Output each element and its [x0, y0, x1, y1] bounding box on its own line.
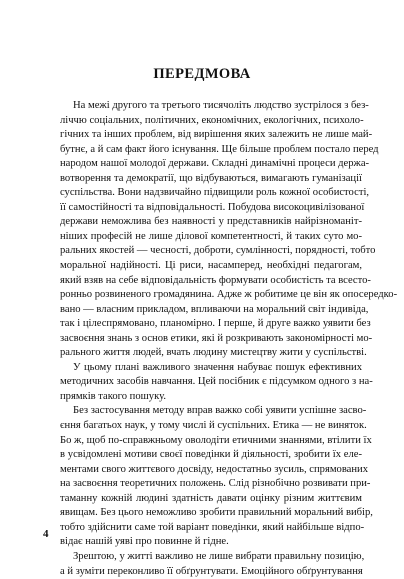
text-line: а й зуміти переконливо її обґрунтувати. Емоційного обґрунтування [60, 565, 362, 579]
text-line: так і цілеспрямовано, планомірно. І перше, й друге важко уявити без [60, 317, 362, 332]
text-line: вотворення та демократії, що відбуваються, вимагають гуманізації [60, 172, 362, 187]
text-line: ліччю соціальних, політичних, економічних, екологічних, психоло- [60, 114, 362, 129]
text-line: який взяв на себе відповідальність формувати особистість та всесто- [60, 274, 362, 289]
text-line: держави неможлива без наявності у представників найрізноманіт- [60, 215, 362, 230]
text-line: в усвідомлені мотиви своєї поведінки й діяльності, зробити їх еле- [60, 448, 362, 463]
text-line: ментами свого життєвого досвіду, недостатньо зусиль, спрямованих [60, 463, 362, 478]
text-line: відає нашій уяві про повинне й гідне. [60, 535, 362, 550]
text-line: моральної надійності. Ці риси, насамперед, необхідні педагогам, [60, 259, 362, 274]
text-line: явищам. Без цього неможливо зробити правильний моральний вибір, [60, 506, 362, 521]
text-line: єння багатьох наук, у тому числі й суспільних. Етика — не виняток. [60, 419, 362, 434]
text-line: ронньо розвиненого громадянина. Адже ж робитиме це він як опосередко- [60, 288, 362, 303]
page-title: ПЕРЕДМОВА [0, 66, 404, 83]
body-text [60, 99, 362, 579]
text-line: засвоєння знань з основ етики, які й розкривають закономірності мо- [60, 332, 362, 347]
text-line: методичних засобів навчання. Цей посібник є підсумком одного з на- [60, 375, 362, 390]
text-line: ральних якостей — чесності, доброти, сумлінності, порядності, тобто [60, 244, 362, 259]
page-number: 4 [43, 528, 49, 540]
text-line: прямків такого пошуку. [60, 390, 362, 405]
text-line: вано — власним прикладом, впливаючи на моральний світ індивіда, [60, 303, 362, 318]
text-line: На межі другого та третього тисячоліть людство зустрілося з без- [60, 99, 362, 114]
text-line: суспільства. Вони надзвичайно підвищили роль кожної особистості, [60, 186, 362, 201]
paragraph [60, 550, 362, 579]
text-line: ніших професій не лише ділової компетентності, й таких суто мо- [60, 230, 362, 245]
paragraph [60, 99, 362, 361]
text-line: на засвоєння теоретичних положень. Слід різнобічно розвивати при- [60, 477, 362, 492]
text-line: таманну кожній людині здатність давати оцінку різним життєвим [60, 492, 362, 507]
text-line: У цьому плані важливого значення набуває пошук ефективних [60, 361, 362, 376]
text-line: її самостійності та відповідальності. Побудова високоцивілізованої [60, 201, 362, 216]
text-line: бутнє, а й сам факт його існування. Ще більше проблем постало перед [60, 143, 362, 158]
text-line: тобто здійснити саме той варіант поведінки, який найбільше відпо- [60, 521, 362, 536]
text-line: Без застосування методу вправ важко собі уявити успішне засво- [60, 404, 362, 419]
text-line: народом нашої молодої держави. Складні динамічні процеси держа- [60, 157, 362, 172]
paragraph [60, 361, 362, 405]
paragraph [60, 404, 362, 549]
text-line: Зрештою, у житті важливо не лише вибрати правильну позицію, [60, 550, 362, 565]
text-line: рального життя людей, вчать людину мистецтву жити у суспільстві. [60, 346, 362, 361]
text-line: Бо ж, щоб по-справжньому оволодіти етичними знаннями, втілити їх [60, 434, 362, 449]
text-line: гічних та інших проблем, від вирішення яких залежить не лише май- [60, 128, 362, 143]
